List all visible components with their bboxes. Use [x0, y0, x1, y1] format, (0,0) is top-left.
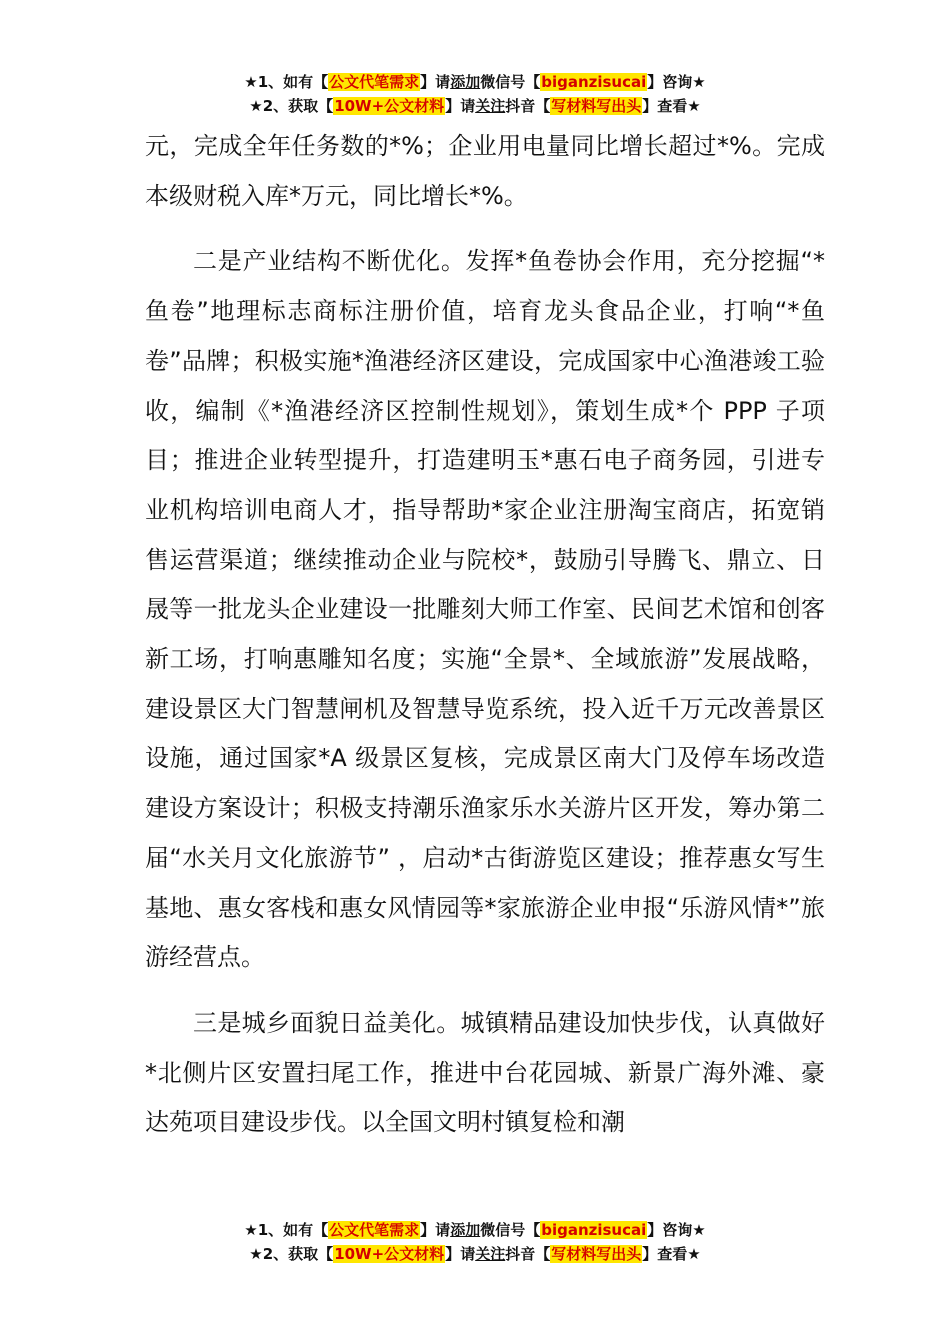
- footer-banner: [0, 1218, 950, 1266]
- banner-text: ★2、获取【: [249, 97, 334, 115]
- highlight-wechat-id: biganzisucai: [541, 1221, 647, 1239]
- banner-text: ★1、如有【: [244, 73, 329, 91]
- underlined-text: 添加: [450, 1221, 481, 1239]
- banner-text: 】查看★: [642, 97, 701, 115]
- paragraph-industry-structure: 二是产业结构不断优化。发挥*鱼卷协会作用，充分挖掘“*鱼卷”地理标志商标注册价值，培育龙头食品企业，打响“*鱼卷”品牌；积极实施*渔港经济区建设，完成国家中心渔港竣工验收，编制《*渔港经济区控制性规划》，策划生成*个 PPP 子项目；推进企业转型提升，打造建明玉*惠石电子商务园，引进专业机构培训电商人才，指导帮助*家企业注册淘宝商店，拓宽销售运营渠道；继续推动企业与院校*，鼓励引导腾飞、鼎立、日晟等一批龙头企业建设一批雕刻大师工作室、民间艺术馆和创客新工场，打响惠雕知名度；实施“全景*、全域旅游”发展战略，建设景区大门智慧闸机及智慧导览系统，投入近千万元改善景区设施，通过国家*A 级景区复核，完成景区南大门及停车场改造建设方案设计；积极支持潮乐渔家乐水关游片区开发，筹办第二届“水关月文化旅游节” ，启动*古街游览区建设；推荐惠女写生基地、惠女客栈和惠女风情园等*家旅游企业申报“乐游风情*”旅游经营点。: [145, 247, 825, 972]
- banner-text: 】请: [420, 73, 451, 91]
- banner-line-1: [0, 1218, 950, 1242]
- header-banner: [0, 70, 950, 118]
- highlight-service: 公文代笔需求: [329, 73, 420, 91]
- banner-text: 】请: [420, 1221, 451, 1239]
- banner-text: 微信号【: [480, 1221, 541, 1239]
- banner-text: 】请: [445, 97, 476, 115]
- highlight-service: 公文代笔需求: [329, 1221, 420, 1239]
- banner-text: 抖音【: [505, 97, 551, 115]
- banner-text: 】咨询★: [647, 73, 706, 91]
- banner-text: 】咨询★: [647, 1221, 706, 1239]
- banner-line-2: [0, 1242, 950, 1266]
- underlined-text: 关注: [475, 97, 506, 115]
- paragraph-continued: 元，完成全年任务数的*%；企业用电量同比增长超过*%。完成本级财税入库*万元，同比增长*%。: [145, 132, 825, 210]
- banner-text: 】请: [445, 1245, 476, 1263]
- banner-text: ★1、如有【: [244, 1221, 329, 1239]
- banner-line-1: [0, 70, 950, 94]
- highlight-materials: 10W+公文材料: [334, 1245, 445, 1263]
- paragraph-urban-rural: 三是城乡面貌日益美化。城镇精品建设加快步伐，认真做好*北侧片区安置扫尾工作，推进中台花园城、新景广海外滩、豪达苑项目建设步伐。以全国文明村镇复检和潮: [145, 1008, 825, 1137]
- highlight-wechat-id: biganzisucai: [541, 73, 647, 91]
- banner-text: 微信号【: [480, 73, 541, 91]
- banner-text: 抖音【: [505, 1245, 551, 1263]
- underlined-text: 关注: [475, 1245, 506, 1263]
- highlight-douyin-name: 写材料写出头: [551, 1245, 642, 1263]
- highlight-douyin-name: 写材料写出头: [551, 97, 642, 115]
- banner-text: 】查看★: [642, 1245, 701, 1263]
- document-body: [145, 122, 825, 1148]
- underlined-text: 添加: [450, 73, 481, 91]
- banner-line-2: [0, 94, 950, 118]
- highlight-materials: 10W+公文材料: [334, 97, 445, 115]
- banner-text: ★2、获取【: [249, 1245, 334, 1263]
